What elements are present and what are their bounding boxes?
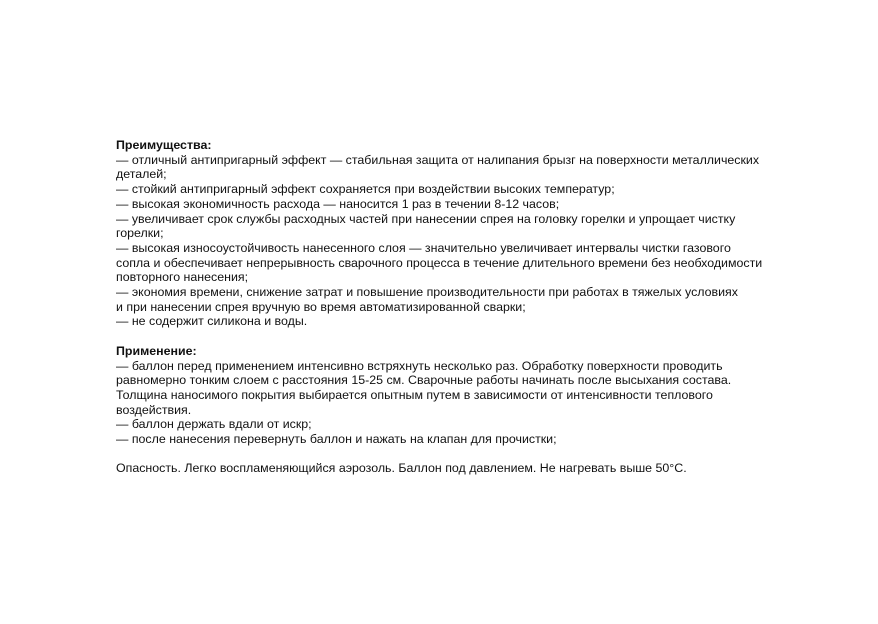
advantages-line: — экономия времени, снижение затрат и повышение производительности при работах в тяжелых условиях xyxy=(116,285,738,300)
application-line: воздействия. xyxy=(116,402,192,417)
application-line: равномерно тонким слоем с расстояния 15-25 см. Сварочные работы начинать после высыхания состава. xyxy=(116,373,732,388)
application-line: — после нанесения перевернуть баллон и нажать на клапан для прочистки; xyxy=(116,432,557,447)
advantages-line: горелки; xyxy=(116,226,164,241)
warning-text: Опасность. Легко воспламеняющийся аэрозоль. Баллон под давлением. Не нагревать выше 50°C. xyxy=(116,461,687,476)
application-line: — баллон перед применением интенсивно встряхнуть несколько раз. Обработку поверхности проводить xyxy=(116,358,723,373)
document-body xyxy=(116,138,816,476)
section-spacer xyxy=(116,447,816,462)
advantages-line: деталей; xyxy=(116,167,167,182)
application-line: — баллон держать вдали от искр; xyxy=(116,417,312,432)
advantages-line: — высокая экономичность расхода — наносится 1 раз в течении 8-12 часов; xyxy=(116,196,560,211)
advantages-line: — высокая износоустойчивость нанесенного слоя — значительно увеличивает интервалы чистки газового xyxy=(116,240,731,255)
advantages-line: — увеличивает срок службы расходных частей при нанесении спрея на головку горелки и упрощает чистку xyxy=(116,211,736,226)
advantages-line: и при нанесении спрея вручную во время автоматизированной сварки; xyxy=(116,299,526,314)
application-heading: Применение: xyxy=(116,343,197,358)
application-line: Толщина наносимого покрытия выбирается опытным путем в зависимости от интенсивности теплового xyxy=(116,387,713,402)
advantages-line: повторного нанесения; xyxy=(116,270,249,285)
section-spacer xyxy=(116,329,816,344)
advantages-line: сопла и обеспечивает непрерывность сварочного процесса в течение длительного времени без необходимости xyxy=(116,255,763,270)
advantages-line: — не содержит силикона и воды. xyxy=(116,314,308,329)
advantages-line: — стойкий антипригарный эффект сохраняется при воздействии высоких температур; xyxy=(116,182,615,197)
advantages-heading: Преимущества: xyxy=(116,138,212,152)
advantages-line: — отличный антипригарный эффект — стабильная защита от налипания брызг на поверхности металлических xyxy=(116,152,760,167)
